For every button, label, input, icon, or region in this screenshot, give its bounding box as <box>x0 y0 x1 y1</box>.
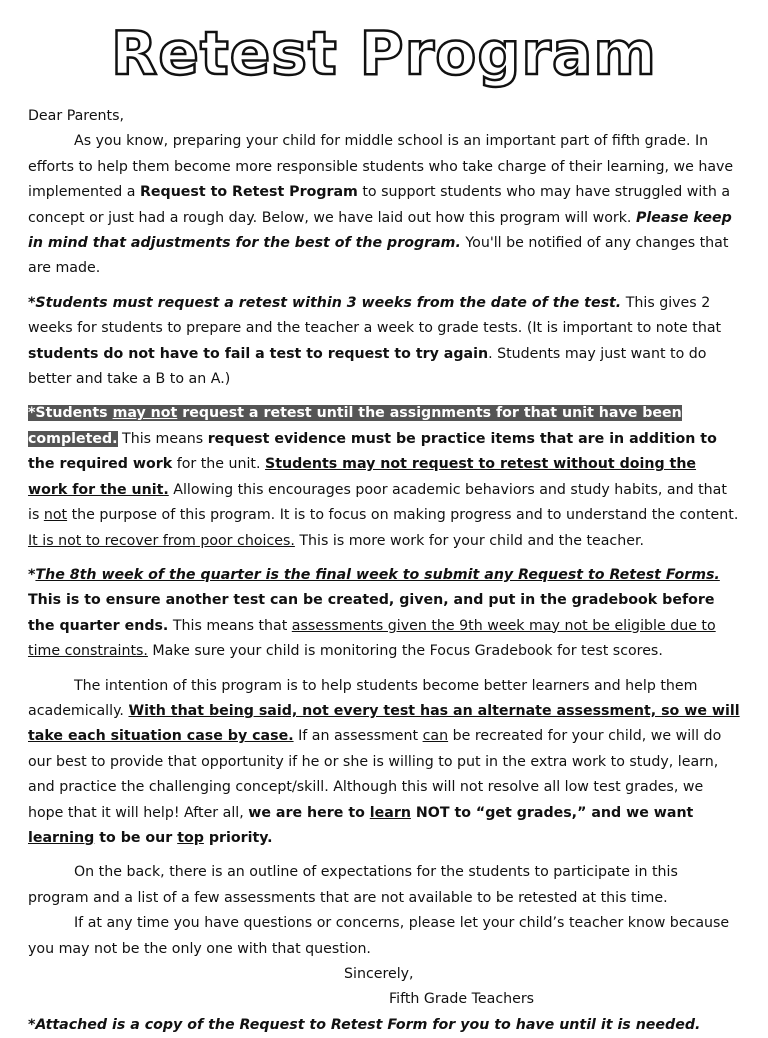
text-run: *Students <box>28 405 113 422</box>
priority-run: to be our <box>94 829 178 846</box>
priority-run: NOT to “get grades,” and we want <box>410 804 694 821</box>
text-run: Allowing this encourages poor academic behaviors and study habits, and that is <box>28 481 727 524</box>
paragraph-deadline <box>28 563 740 665</box>
text-run: This gives 2 weeks for students to prepare and the teacher a week to grade tests. (It is important to note that <box>28 294 722 337</box>
may-not-emphasis: may not <box>112 405 178 422</box>
evidence-rule: request evidence must be practice items that are in addition to the required work <box>28 430 717 473</box>
ninth-week-note: assessments given the 9th week may not be eligible due to time constraints. <box>28 617 716 660</box>
paragraph-timeline <box>28 291 740 393</box>
closing: Sincerely, <box>344 966 414 982</box>
asterisk: * <box>28 566 36 583</box>
text-run: the purpose of this program. It is to focus on making progress and to understand the content. <box>67 507 739 524</box>
case-by-case-note: With that being said, not every test has an alternate assessment, so we will take each situation case by case. <box>28 702 740 745</box>
learning-emphasis: learning <box>28 829 95 846</box>
text-run: to support students who may have struggled with a concept or just had a rough day. Below, we have laid out how this program will work. <box>28 184 731 226</box>
priority-run: we are here to <box>248 804 370 821</box>
adjustments-note: Please keep in mind that adjustments for the best of the program. <box>28 209 732 252</box>
text-run: If an assessment <box>293 728 423 745</box>
text-run: This means <box>117 430 208 447</box>
paragraph-intention <box>28 674 740 852</box>
paragraph-requirements <box>28 401 740 553</box>
not-emphasis: not <box>43 507 68 524</box>
text-run: This is more work for your child and the teacher. <box>294 532 644 549</box>
attachment-note: *Attached is a copy of the Request to Retest Form for you to have until it is needed. <box>28 1016 701 1033</box>
text-run: be recreated for your child, we will do our best to provide that opportunity if he or she is willing to put in the extra work to study, learn, and practice the challenging concept/skill. Although this will not resolve all low test grades, we hope that it will help! After all, <box>28 728 722 821</box>
text-run: . Students may just want to do better and take a B to an A.) <box>28 345 707 388</box>
text-run: Make sure your child is monitoring the Focus Gradebook for test scores. <box>147 643 663 660</box>
paragraph-intro <box>28 129 740 281</box>
timeline-rule: *Students must request a retest within 3 weeks from the date of the test. <box>28 294 622 311</box>
text-run: request a retest until the assignments for that unit have been completed. <box>28 405 682 447</box>
greeting: Dear Parents, <box>28 108 125 124</box>
title-area <box>28 0 740 104</box>
priority-run: priority. <box>203 829 273 846</box>
deadline-reason: This is to ensure another test can be created, given, and put in the gradebook before the quarter ends. <box>28 592 715 634</box>
text-run: This means that <box>168 617 292 634</box>
paragraph-questions: If at any time you have questions or concerns, please let your child’s teacher know because you may not be the only one with that question. <box>28 915 730 957</box>
text-run: for the unit. <box>172 456 266 473</box>
learn-emphasis: learn <box>369 804 411 821</box>
paragraph-back-page: On the back, there is an outline of expectations for the students to participate in this program and a list of a few assessments that are not available to be retested at this time. <box>28 864 678 906</box>
program-name: Request to Retest Program <box>140 184 358 201</box>
signature: Fifth Grade Teachers <box>389 991 535 1008</box>
letter-body <box>28 104 740 1038</box>
text-run: You'll be notified of any changes that are made. <box>28 235 729 277</box>
deadline-rule: The 8th week of the quarter is the final week to submit any Request to Retest Forms. <box>35 566 720 583</box>
no-fail-note: students do not have to fail a test to request to try again <box>28 345 489 362</box>
top-emphasis: top <box>177 829 204 846</box>
text-run: The intention of this program is to help students become better learners and help them academically. <box>28 677 698 719</box>
can-emphasis: can <box>422 728 449 745</box>
poor-choices-note: It is not to recover from poor choices. <box>28 532 295 549</box>
text-run: As you know, preparing your child for middle school is an important part of fifth grade. In efforts to help them become more responsible students who take charge of their learning, we have implemented a <box>28 133 734 201</box>
page-title: Retest Program <box>111 19 657 89</box>
work-rule: Students may not request to retest without doing the work for the unit. <box>28 456 697 498</box>
